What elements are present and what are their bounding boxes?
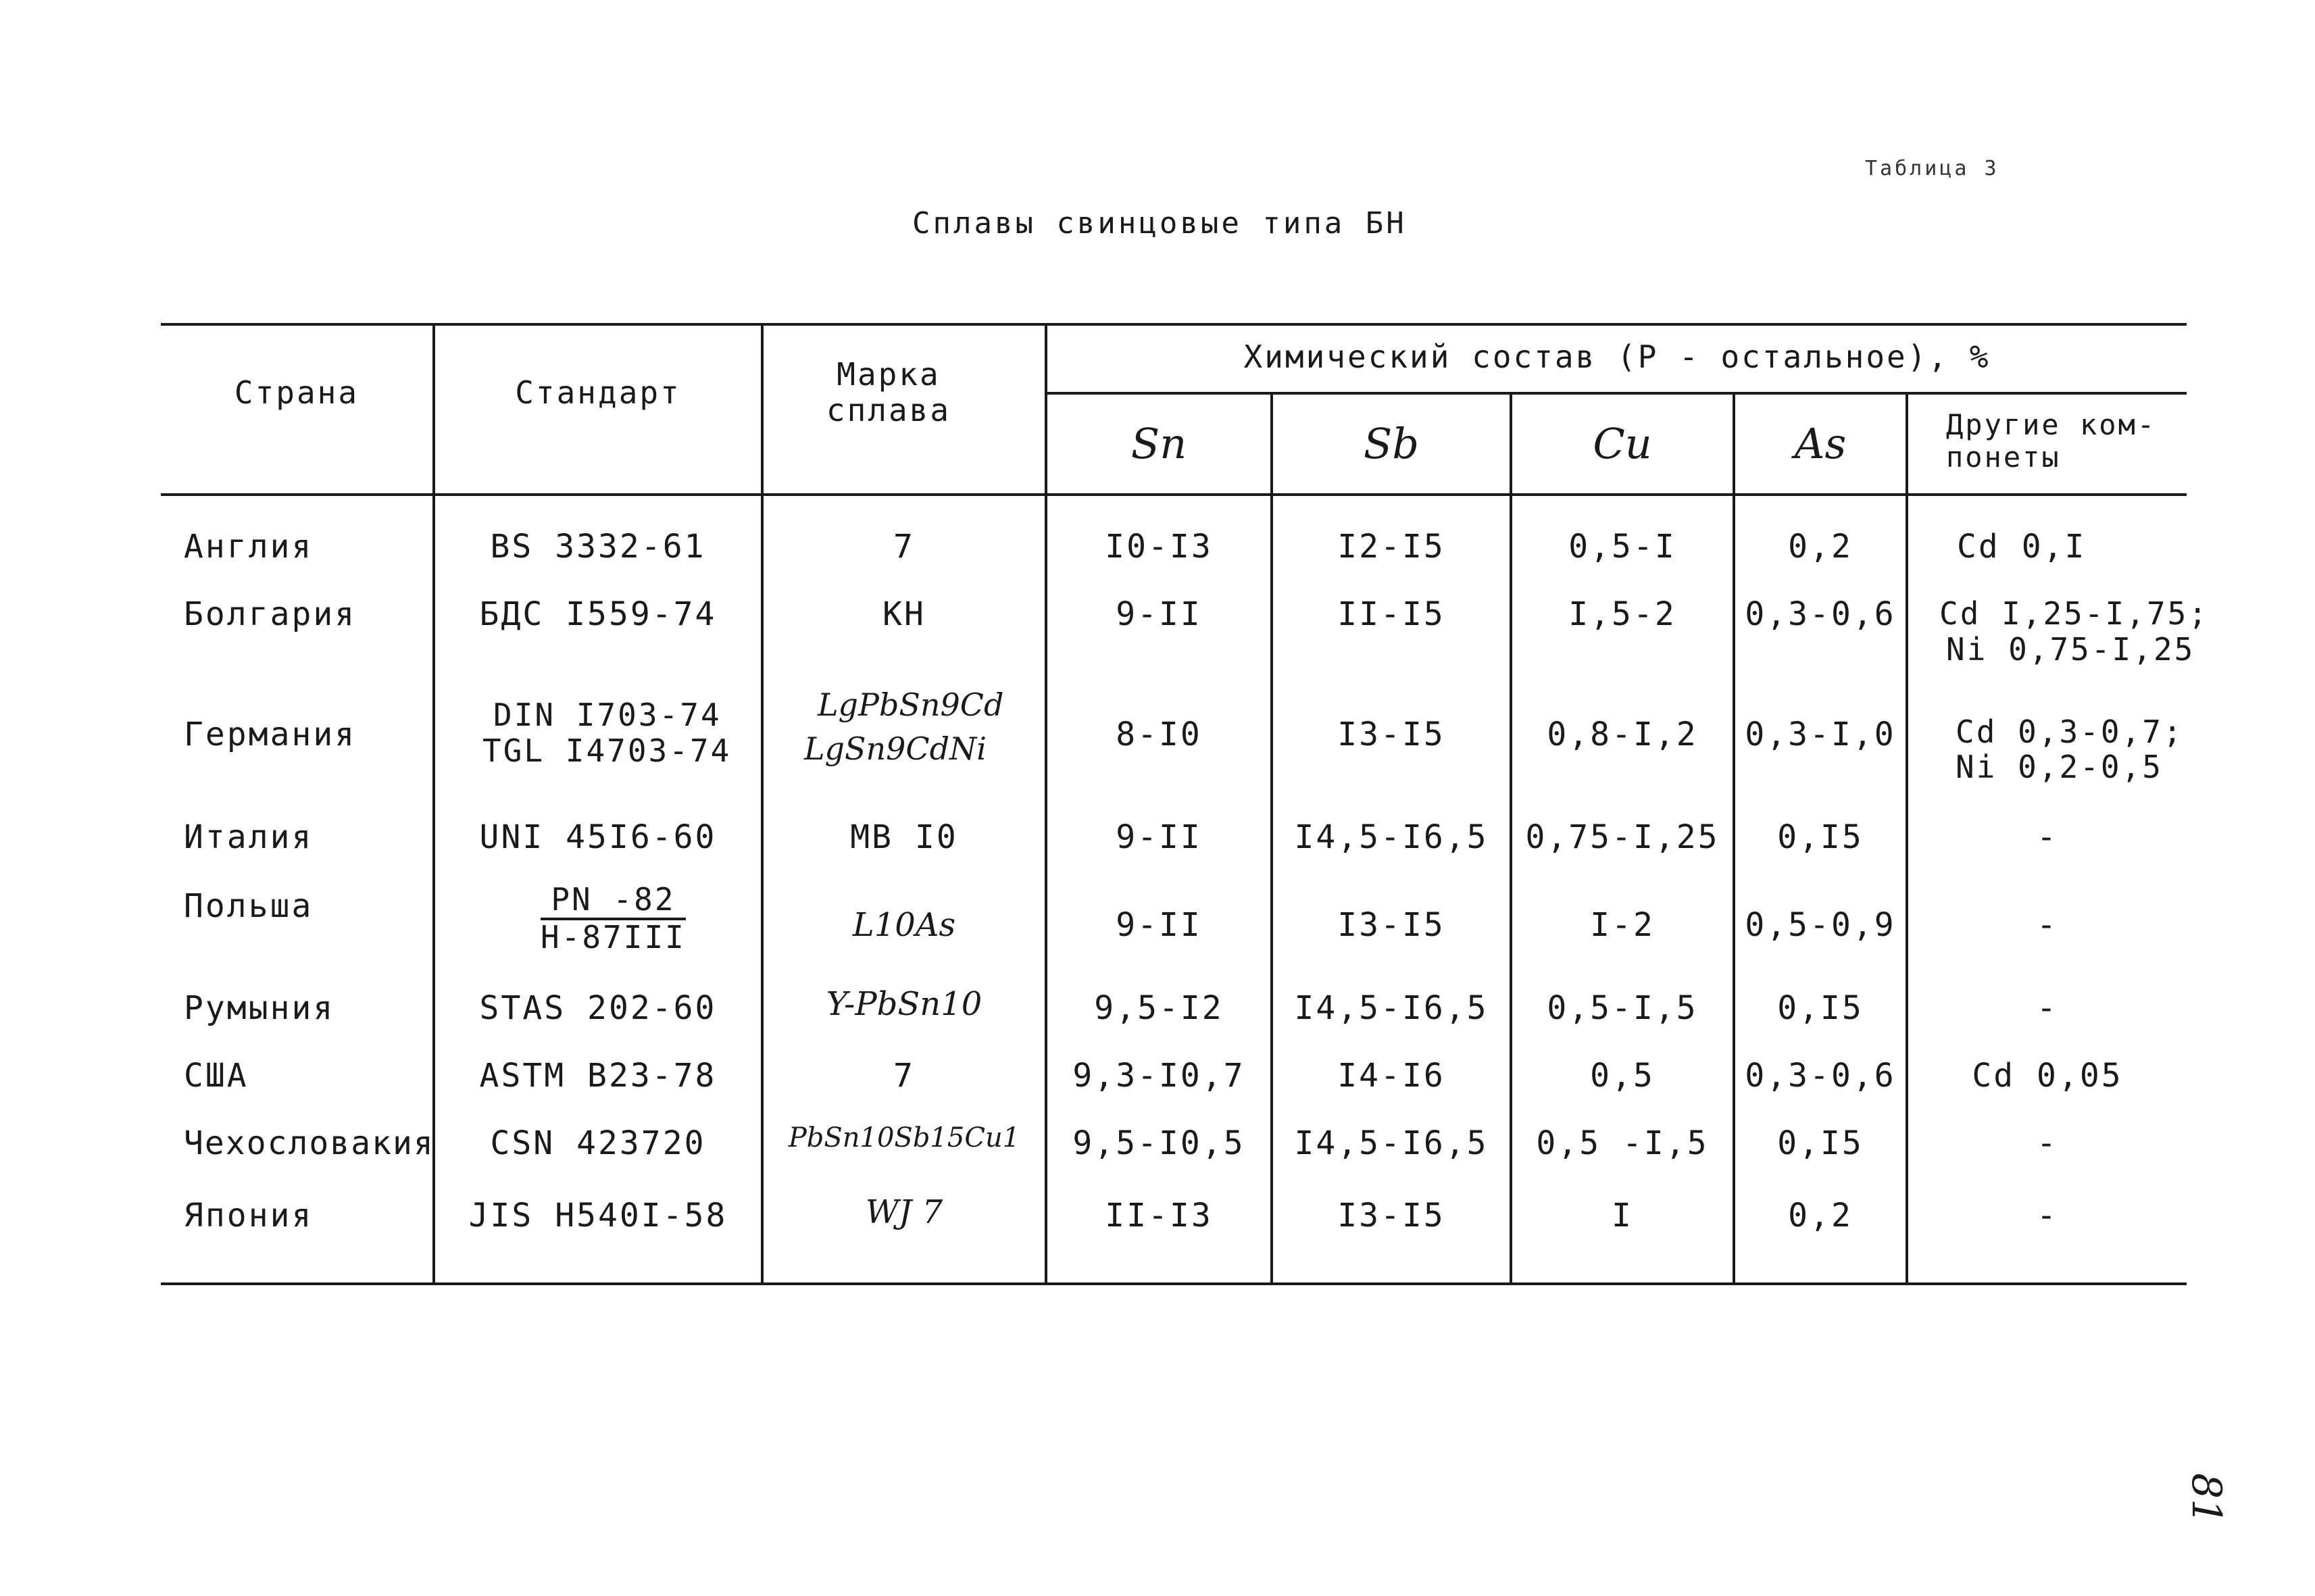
- cell-standard: BS 3332-61: [490, 528, 706, 566]
- cell-cu: I: [1612, 1197, 1633, 1235]
- header-cu: Cu: [1593, 419, 1652, 468]
- cell-grade: WJ 7: [865, 1193, 943, 1231]
- cell-country: Англия: [184, 528, 314, 566]
- cell-other: -: [2037, 1197, 2058, 1235]
- cell-country: Япония: [184, 1197, 314, 1235]
- table-bottom-rule: [161, 1282, 2187, 1285]
- cell-standard: CSN 423720: [490, 1124, 706, 1162]
- cell-other: -: [2037, 989, 2058, 1027]
- cell-cu: 0,8-I,2: [1547, 716, 1698, 753]
- cell-other: Cd 0,I: [1957, 528, 2087, 566]
- cell-country: Болгария: [184, 595, 357, 633]
- cell-cu: 0,5: [1590, 1057, 1655, 1095]
- cell-other: Cd 0,3-0,7;: [1956, 714, 2184, 750]
- header-sb: Sb: [1363, 419, 1420, 468]
- cell-sn: 9,5-I0,5: [1072, 1124, 1245, 1162]
- cell-other: -: [2037, 906, 2058, 944]
- cell-sn: I0-I3: [1105, 528, 1213, 566]
- cell-standard: DIN I703-74: [493, 697, 722, 733]
- cell-grade: PbSn10Sb15Cu1: [788, 1122, 1020, 1153]
- header-country: Страна: [234, 374, 359, 411]
- header-grade: Марка сплава: [826, 356, 951, 428]
- header-standard: Стандарт: [515, 374, 681, 411]
- cell-standard: STAS 202-60: [479, 989, 717, 1027]
- cell-standard-line2: Н-87III: [541, 919, 686, 955]
- cell-country: Румыния: [184, 989, 335, 1027]
- header-as: As: [1794, 419, 1847, 468]
- cell-standard: БДС I559-74: [479, 595, 717, 633]
- cell-as: 0,3-0,6: [1745, 595, 1896, 633]
- cell-cu: 0,5-I: [1568, 528, 1676, 566]
- cell-country: Германия: [184, 716, 357, 753]
- header-sn: Sn: [1130, 419, 1187, 468]
- cell-other: Cd I,25-I,75;: [1939, 595, 2210, 632]
- cell-other-line2: Ni 0,75-I,25: [1946, 631, 2195, 668]
- cell-standard: PN -82: [541, 884, 686, 920]
- cell-sn: 9,5-I2: [1094, 989, 1224, 1027]
- cell-other-line2: Ni 0,2-0,5: [1956, 749, 2163, 785]
- cell-sn: 9-II: [1116, 595, 1202, 633]
- cell-sn: 8-I0: [1116, 716, 1202, 753]
- cell-standard-line2: TGL I4703-74: [482, 732, 732, 769]
- header-sub-rule: [1045, 392, 2187, 395]
- cell-country: Чехословакия: [184, 1124, 434, 1162]
- cell-grade: КН: [882, 595, 926, 633]
- cell-grade: LgPbSn9Cd: [818, 687, 1004, 723]
- cell-sn: 9,3-I0,7: [1072, 1057, 1245, 1095]
- cell-sb: I4-I6: [1337, 1057, 1445, 1095]
- cell-country: США: [184, 1057, 249, 1095]
- cell-other: -: [2037, 1124, 2058, 1162]
- cell-standard: JIS Н540I-58: [468, 1197, 728, 1235]
- cell-grade: L10As: [852, 906, 956, 944]
- table-top-rule: [161, 323, 2187, 326]
- cell-standard: UNI 45I6-60: [479, 818, 717, 856]
- cell-grade: Y-PbSn10: [826, 985, 982, 1023]
- cell-as: 0,3-I,0: [1745, 716, 1896, 753]
- cell-sb: I4,5-I6,5: [1294, 818, 1489, 856]
- cell-other: Cd 0,05: [1972, 1057, 2123, 1095]
- cell-cu: 0,5 -I,5: [1536, 1124, 1709, 1162]
- cell-grade: 7: [893, 1057, 915, 1095]
- cell-sb: I3-I5: [1337, 906, 1445, 944]
- cell-sb: I3-I5: [1337, 716, 1445, 753]
- cell-sb: I2-I5: [1337, 528, 1445, 566]
- cell-as: 0,I5: [1777, 1124, 1864, 1162]
- cell-standard-fraction: [541, 881, 686, 955]
- cell-grade: 7: [893, 528, 915, 566]
- page-number: 81: [2183, 1473, 2230, 1525]
- cell-cu: I,5-2: [1568, 595, 1676, 633]
- table-label: Таблица 3: [1865, 157, 1999, 180]
- header-other: Другие ком-понеты: [1946, 408, 2157, 474]
- cell-sn: 9-II: [1116, 906, 1202, 944]
- cell-sb: II-I5: [1337, 595, 1445, 633]
- cell-sn: 9-II: [1116, 818, 1202, 856]
- cell-standard: ASTM В23-78: [479, 1057, 717, 1095]
- cell-sb: I4,5-I6,5: [1294, 1124, 1489, 1162]
- cell-country: Польша: [184, 887, 314, 925]
- cell-cu: I-2: [1590, 906, 1655, 944]
- cell-cu: 0,5-I,5: [1547, 989, 1698, 1027]
- cell-other: -: [2037, 818, 2058, 856]
- cell-as: 0,3-0,6: [1745, 1057, 1896, 1095]
- cell-country: Италия: [184, 818, 314, 856]
- cell-as: 0,I5: [1777, 989, 1864, 1027]
- cell-as: 0,5-0,9: [1745, 906, 1896, 944]
- cell-sb: I3-I5: [1337, 1197, 1445, 1235]
- cell-grade-line2: LgSn9CdNi: [804, 730, 987, 767]
- cell-as: 0,I5: [1777, 818, 1864, 856]
- cell-as: 0,2: [1788, 1197, 1853, 1235]
- cell-sb: I4,5-I6,5: [1294, 989, 1489, 1027]
- page-title: Сплавы свинцовые типа БН: [912, 206, 1407, 241]
- cell-cu: 0,75-I,25: [1525, 818, 1720, 856]
- cell-sn: II-I3: [1105, 1197, 1213, 1235]
- header-composition: Химический состав (Р - остальное), %: [1243, 339, 1991, 375]
- header-bottom-rule: [161, 493, 2187, 496]
- cell-as: 0,2: [1788, 528, 1853, 566]
- cell-grade: МВ I0: [850, 818, 958, 856]
